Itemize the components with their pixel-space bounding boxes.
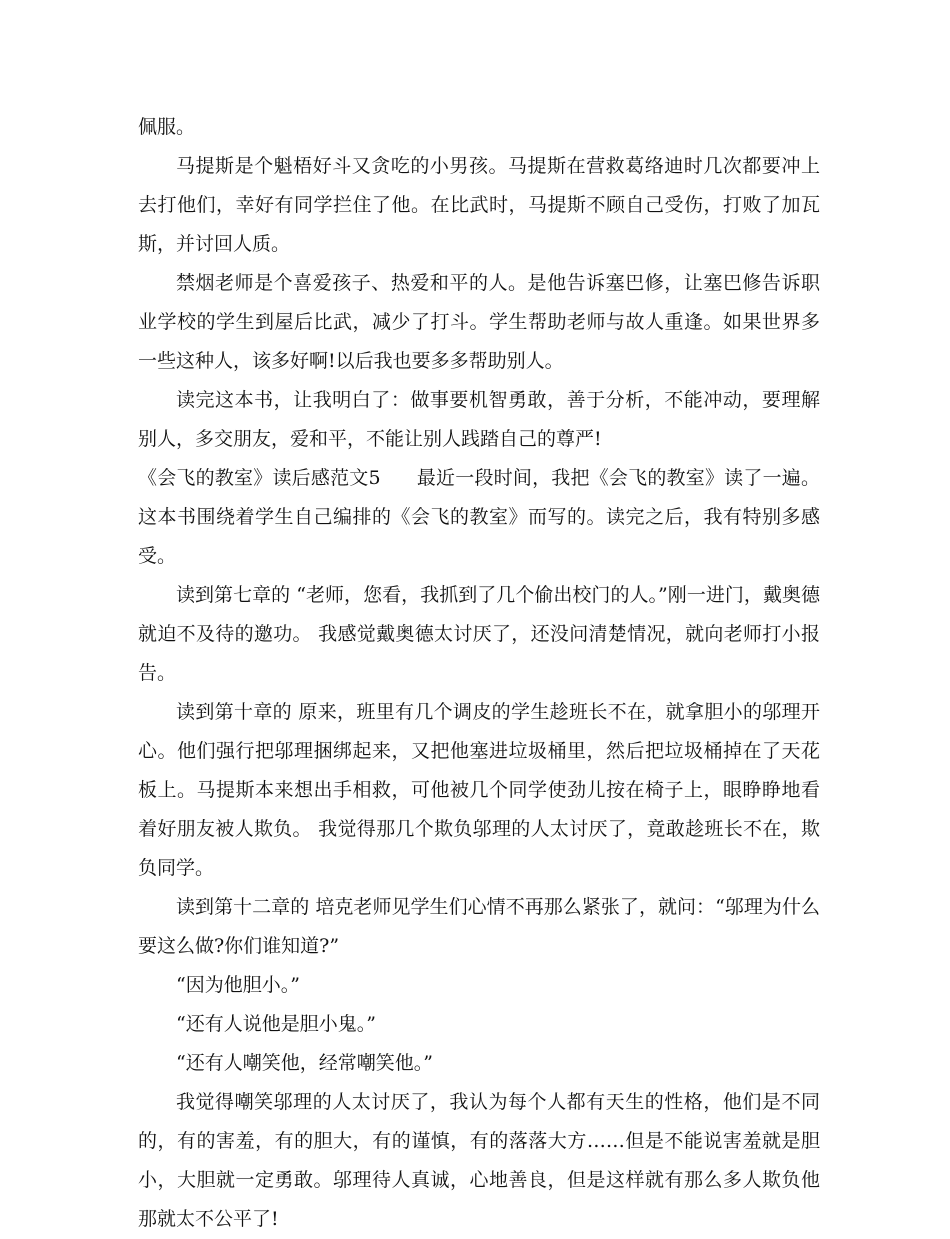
dialogue-line-2: “还有人说他是胆小鬼。” xyxy=(176,1013,376,1035)
paragraph-reflection: 我觉得嘲笑邬理的人太讨厌了，我认为每个人都有天生的性格，他们是不同的，有的害羞，有的胆大，有的谨慎，有的落落大方……但是不能说害羞就是胆小，大胆就一定勇敢。邬理待人真诚，心地善良，但是这样就有那么多人欺负他那就太不公平了! xyxy=(138,1091,820,1230)
paragraph-essay-5 xyxy=(138,459,820,576)
dialogue-line-1: “因为他胆小。” xyxy=(176,974,300,996)
paragraph-chapter-10: 读到第十章的 原来，班里有几个调皮的学生趁班长不在，就拿胆小的邬理开心。他们强行把邬理捆绑起来，又把他塞进垃圾桶里，然后把垃圾桶掉在了天花板上。马提斯本来想出手相救，可他被几个同学使劲儿按在椅子上，眼睁睁地看着好朋友被人欺负。 我觉得那几个欺负邬理的人太讨厌了，竟敢趁班长不在，欺负同学。 xyxy=(138,701,820,879)
paragraph-conclusion: 读完这本书，让我明白了：做事要机智勇敢，善于分析，不能冲动，要理解别人，多交朋友，爱和平，不能让别人践踏自己的尊严! xyxy=(138,389,820,450)
paragraph-chapter-12: 读到第十二章的 培克老师见学生们心情不再那么紧张了，就问：“邬理为什么要这么做?你们谁知道?” xyxy=(138,896,820,957)
essay-5-intro: 最近一段时间，我把《会飞的教室》读了一遍。这本书围绕着学生自己编排的《会飞的教室》而写的。读完之后，我有特别多感受。 xyxy=(138,467,820,567)
essay-title: 《会飞的教室》读后感范文5 xyxy=(138,467,381,489)
paragraph-continuation: 佩服。 xyxy=(138,116,196,138)
paragraph-mathis: 马提斯是个魁梧好斗又贪吃的小男孩。马提斯在营救葛络迪时几次都要冲上去打他们，幸好有同学拦住了他。在比武时，马提斯不顾自己受伤，打败了加瓦斯，并讨回人质。 xyxy=(138,155,820,255)
paragraph-teacher: 禁烟老师是个喜爱孩子、热爱和平的人。是他告诉塞巴修，让塞巴修告诉职业学校的学生到屋后比武，减少了打斗。学生帮助老师与故人重逢。如果世界多一些这种人，该多好啊!以后我也要多多帮助别人。 xyxy=(138,272,820,372)
dialogue-line-3: “还有人嘲笑他，经常嘲笑他。” xyxy=(176,1052,433,1074)
document-page xyxy=(138,108,820,1239)
paragraph-chapter-7: 读到第七章的 “老师，您看，我抓到了几个偷出校门的人。”刚一进门，戴奥德就迫不及待的邀功。 我感觉戴奥德太讨厌了，还没问清楚情况，就向老师打小报告。 xyxy=(138,584,820,684)
